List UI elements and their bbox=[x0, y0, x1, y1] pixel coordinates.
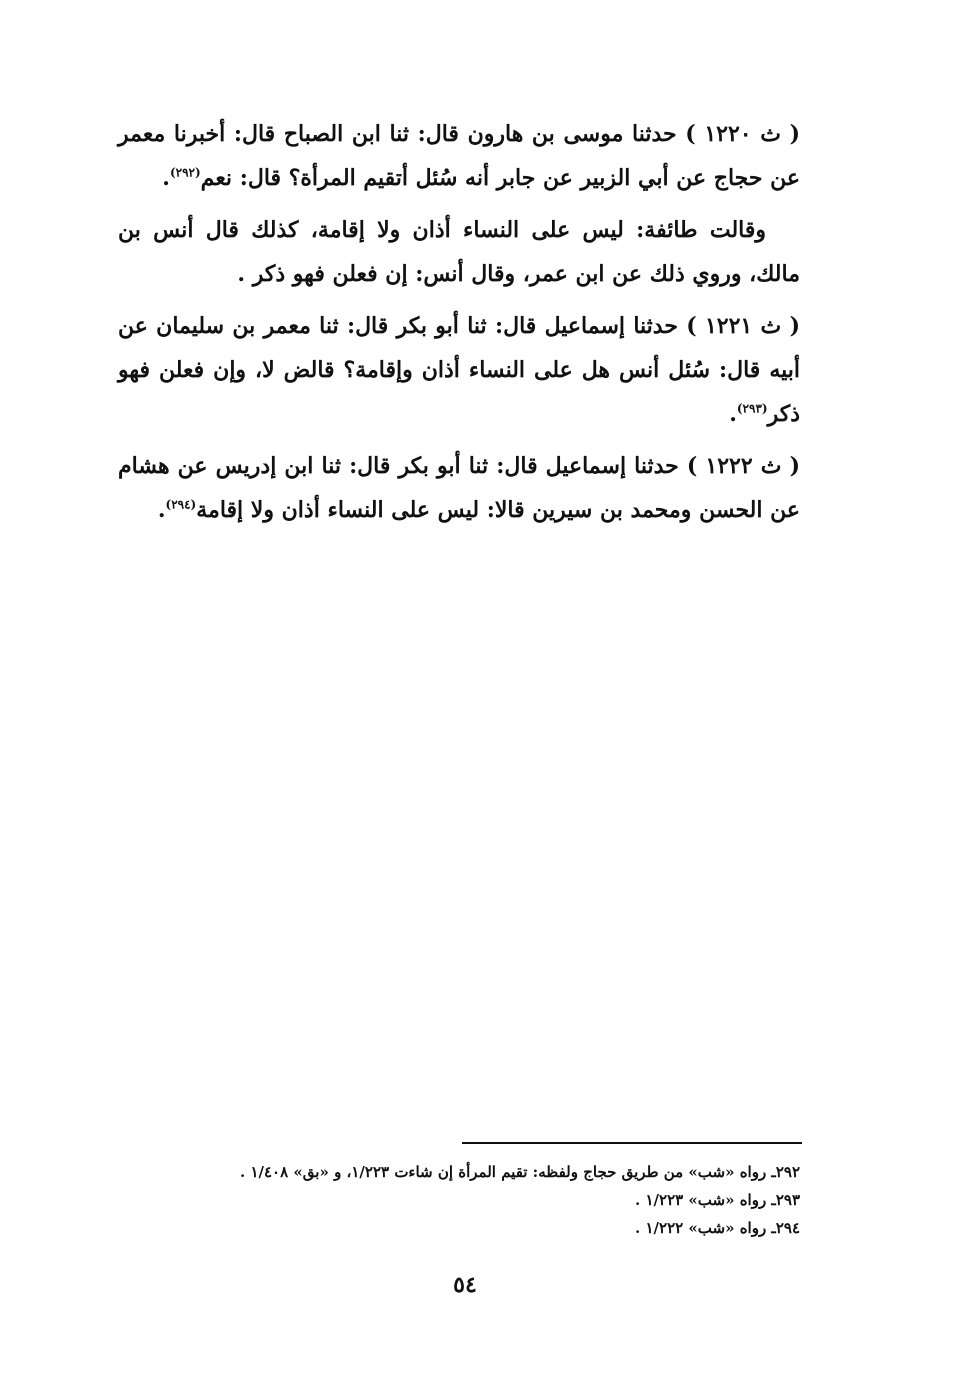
footnote-293: ٢٩٣ـ رواه «شب» ١/٢٢٣ . bbox=[635, 1191, 800, 1209]
footnotes-section bbox=[118, 1158, 800, 1242]
paragraph-opinion bbox=[118, 208, 800, 296]
footnote-294: ٢٩٤ـ رواه «شب» ١/٢٢٢ . bbox=[635, 1219, 800, 1237]
footnote-ref-294[interactable]: (٢٩٤) bbox=[165, 497, 197, 512]
paragraph-text: ( ث ١٢٢٠ ) حدثنا موسى بن هارون قال: ثنا ابن الصباح قال: أخبرنا معمر عن حجاج عن أبي الزبير عن جابر أنه سُئل أتقيم المرأة؟ قال: نعم bbox=[118, 121, 800, 191]
footnote-ref-292[interactable]: (٢٩٢) bbox=[169, 165, 201, 180]
footnote-divider bbox=[462, 1142, 802, 1144]
paragraph-hadith-1222 bbox=[118, 444, 800, 532]
page-number: ٥٤ bbox=[453, 1272, 477, 1298]
paragraph-hadith-1220 bbox=[118, 112, 800, 200]
paragraph-text: ( ث ١٢٢٢ ) حدثنا إسماعيل قال: ثنا أبو بكر قال: ثنا ابن إدريس عن هشام عن الحسن ومحمد بن سيرين قالا: ليس على النساء أذان ولا إقامة bbox=[118, 453, 800, 523]
paragraph-end-mark: . bbox=[157, 497, 166, 523]
main-text bbox=[118, 112, 800, 540]
footnote-292: ٢٩٢ـ رواه «شب» من طريق حجاج ولفظه: تقيم المرأة إن شاءت ١/٢٢٣، و «بق» ١/٤٠٨ . bbox=[240, 1163, 800, 1181]
paragraph-text: وقالت طائفة: ليس على النساء أذان ولا إقامة، كذلك قال أنس بن مالك، وروي ذلك عن ابن عمر، وقال أنس: إن فعلن فهو ذكر . bbox=[118, 217, 800, 287]
paragraph-text: ( ث ١٢٢١ ) حدثنا إسماعيل قال: ثنا أبو بكر قال: ثنا معمر بن سليمان عن أبيه قال: سُئل أنس هل على النساء أذان وإقامة؟ قالض لا، وإن فعلن فهو ذكر bbox=[118, 313, 800, 427]
footnote-ref-293[interactable]: (٢٩٣) bbox=[736, 401, 768, 416]
paragraph-end-mark: . bbox=[729, 401, 737, 427]
paragraph-hadith-1221 bbox=[118, 304, 800, 436]
paragraph-end-mark: . bbox=[162, 165, 170, 191]
